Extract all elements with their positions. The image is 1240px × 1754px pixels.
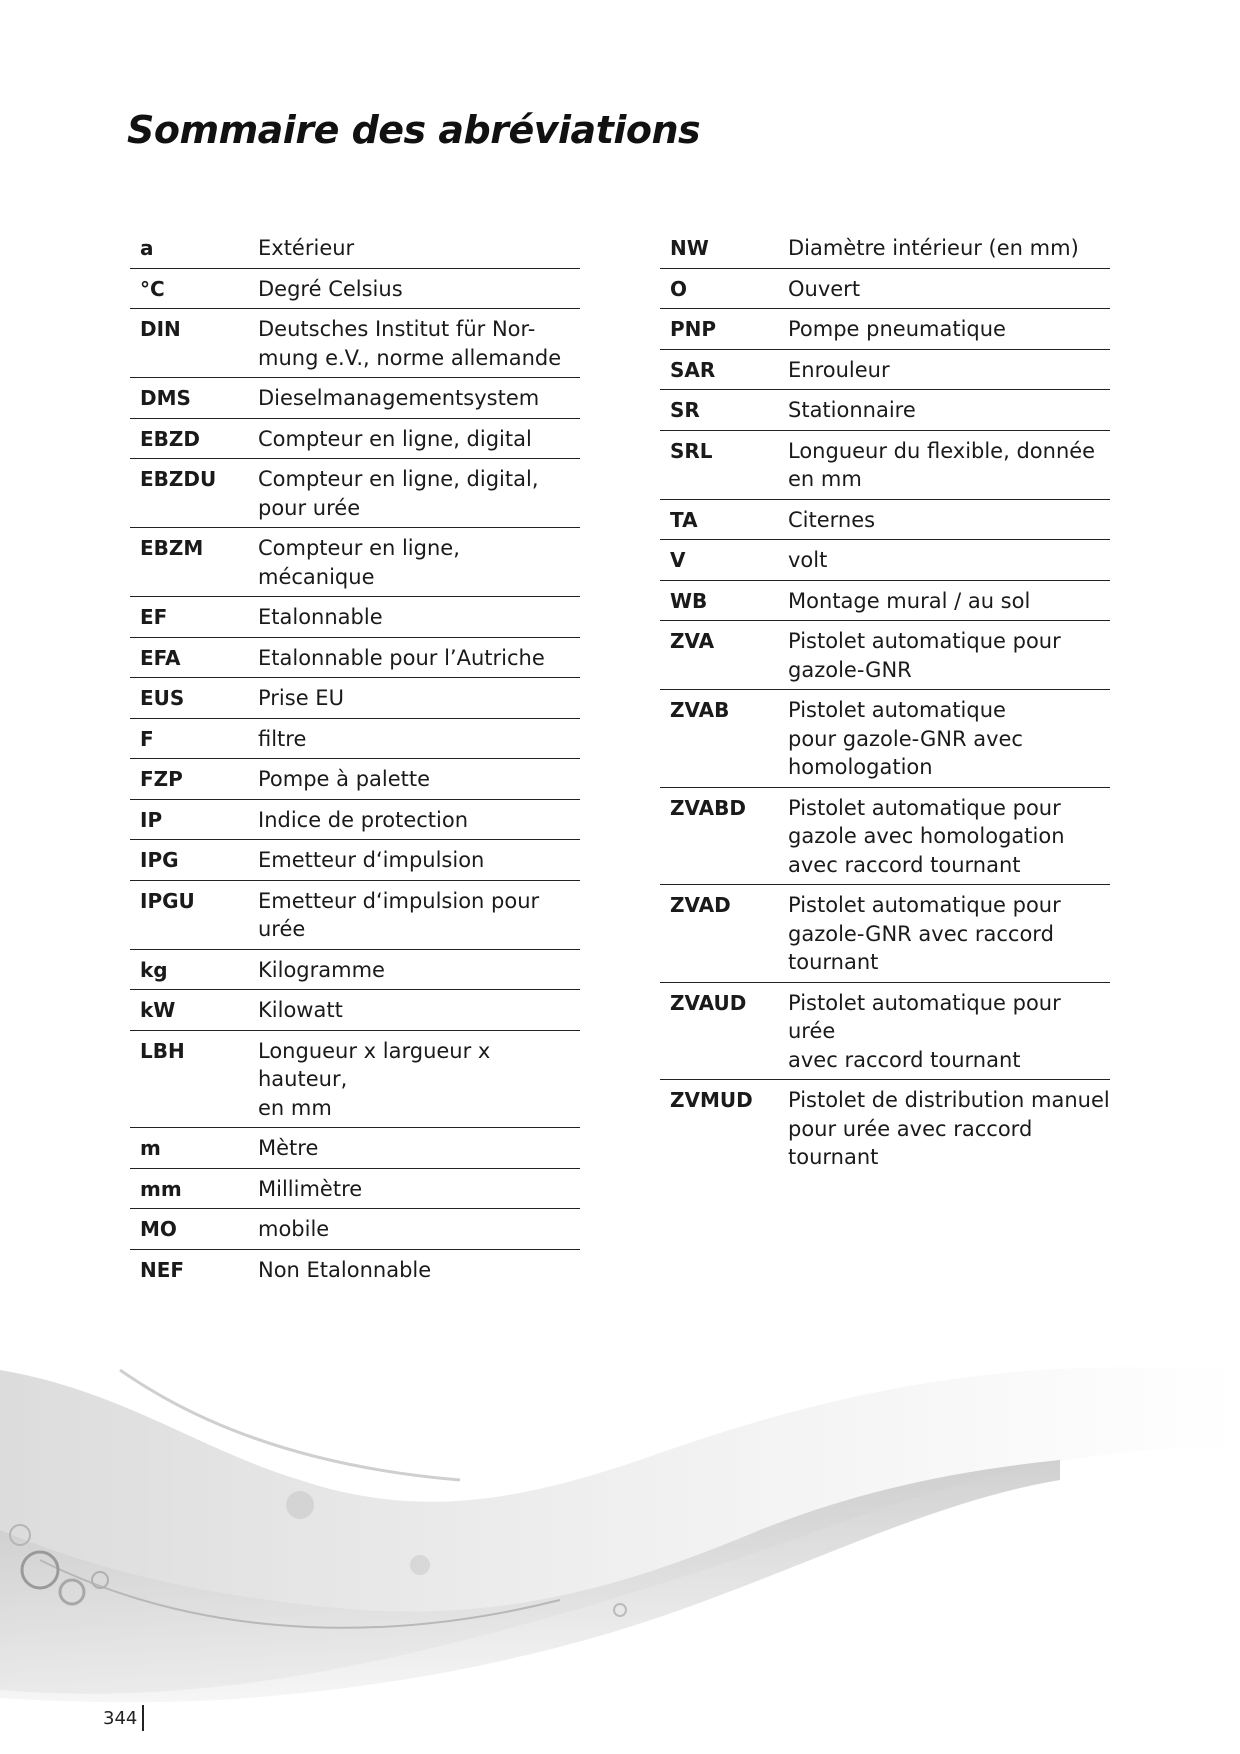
abbreviation-row: [130, 1169, 580, 1210]
water-splash-decoration: [0, 1330, 1240, 1730]
abbreviation-code: IPG: [140, 848, 179, 872]
abbreviation-definition: Deutsches Institut für Nor- mung e.V., norme allemande: [258, 317, 562, 370]
abbreviation-definition: Etalonnable pour l’Autriche: [258, 645, 545, 670]
abbreviation-row: [660, 581, 1110, 622]
abbreviation-definition: Compteur en ligne, mécanique: [258, 536, 460, 589]
abbreviation-code: MO: [140, 1217, 177, 1241]
abbreviation-code: ZVA: [670, 629, 715, 653]
abbreviation-definition: Emetteur d‘impulsion: [258, 848, 485, 872]
abbreviation-code: NW: [670, 236, 709, 260]
abbreviation-code: ZVAUD: [670, 990, 747, 1015]
abbreviation-row: [660, 983, 1110, 1081]
abbreviation-code: PNP: [670, 317, 717, 341]
abbreviation-definition: Compteur en ligne, digital: [258, 426, 532, 451]
abbreviation-definition: mobile: [258, 1217, 330, 1241]
abbreviation-code: SRL: [670, 438, 713, 463]
abbreviation-code: NEF: [140, 1257, 185, 1282]
abbreviation-definition: Longueur x largueur x hauteur, en mm: [258, 1038, 491, 1120]
abbreviation-code: kW: [140, 998, 176, 1022]
abbreviation-row: [660, 269, 1110, 310]
abbreviation-definition: Mètre: [258, 1136, 319, 1160]
abbreviation-row: [660, 690, 1110, 788]
abbreviation-definition: Non Etalonnable: [258, 1257, 432, 1282]
abbreviation-row: [130, 638, 580, 679]
abbreviation-row: [130, 950, 580, 991]
abbreviation-definition: Pistolet automatique pour urée avec raccord tournant: [788, 990, 1061, 1072]
abbreviation-row: [660, 431, 1110, 500]
abbreviation-code: EBZM: [140, 536, 204, 560]
abbreviation-code: SAR: [670, 357, 716, 382]
abbreviation-row: [660, 788, 1110, 886]
abbreviation-code: a: [140, 236, 154, 260]
abbreviation-definition: Emetteur d‘impulsion pour urée: [258, 888, 540, 941]
abbreviation-definition: Degré Celsius: [258, 276, 403, 301]
abbreviation-code: mm: [140, 1176, 182, 1201]
abbreviation-code: F: [140, 726, 154, 751]
abbreviation-definition: Pompe à palette: [258, 767, 431, 791]
abbreviation-code: EBZD: [140, 426, 201, 451]
abbreviation-definition: Etalonnable: [258, 605, 383, 629]
abbreviation-list-left: [130, 228, 580, 1289]
abbreviation-code: DIN: [140, 317, 181, 341]
abbreviation-code: ZVAD: [670, 893, 731, 917]
abbreviation-definition: Prise EU: [258, 686, 344, 710]
abbreviation-code: ZVABD: [670, 795, 746, 820]
abbreviation-code: EFA: [140, 645, 181, 670]
abbreviation-row: [660, 621, 1110, 690]
abbreviation-definition: Longueur du flexible, donnée en mm: [788, 438, 1096, 491]
abbreviation-code: SR: [670, 398, 700, 422]
abbreviation-row: [130, 1031, 580, 1129]
abbreviation-row: [660, 228, 1110, 269]
abbreviation-row: [130, 378, 580, 419]
abbreviation-definition: Ouvert: [788, 276, 861, 301]
abbreviation-definition: volt: [788, 548, 828, 572]
abbreviation-definition: Pistolet automatique pour gazole-GNR: [788, 629, 1061, 682]
abbreviation-definition: Dieselmanagementsystem: [258, 386, 540, 410]
abbreviation-definition: Compteur en ligne, digital, pour urée: [258, 467, 539, 520]
abbreviation-definition: Pistolet automatique pour gazole avec homologation avec raccord tournant: [788, 795, 1065, 877]
abbreviation-code: °C: [140, 276, 165, 301]
abbreviation-row: [660, 540, 1110, 581]
abbreviation-code: EUS: [140, 686, 185, 710]
abbreviation-row: [130, 228, 580, 269]
abbreviation-definition: Diamètre intérieur (en mm): [788, 236, 1079, 260]
page-number-divider: [142, 1705, 144, 1731]
abbreviation-definition: Stationnaire: [788, 398, 916, 422]
abbreviation-row: [130, 309, 580, 378]
abbreviation-definition: Pistolet de distribution manuel pour urée avec raccord tournant: [788, 1088, 1110, 1169]
abbreviation-definition: Pistolet automatique pour gazole-GNR avec homologation: [788, 698, 1023, 779]
abbreviation-code: V: [670, 548, 686, 572]
abbreviation-row: [130, 759, 580, 800]
abbreviation-row: [130, 528, 580, 597]
abbreviation-definition: Montage mural / au sol: [788, 588, 1031, 613]
abbreviation-definition: Millimètre: [258, 1176, 363, 1201]
abbreviation-row: [130, 1209, 580, 1250]
abbreviation-definition: Pistolet automatique pour gazole-GNR avec raccord tournant: [788, 893, 1061, 974]
abbreviation-code: ZVAB: [670, 698, 730, 722]
abbreviation-row: [130, 597, 580, 638]
abbreviation-row: [130, 800, 580, 841]
abbreviation-row: [660, 390, 1110, 431]
abbreviation-row: [130, 419, 580, 460]
abbreviation-row: [130, 719, 580, 760]
abbreviation-definition: Extérieur: [258, 236, 355, 260]
abbreviation-definition: Kilowatt: [258, 998, 343, 1022]
abbreviation-list-right: [660, 228, 1110, 1177]
abbreviation-definition: filtre: [258, 726, 307, 751]
abbreviation-row: [130, 1250, 580, 1290]
abbreviation-row: [130, 678, 580, 719]
abbreviation-code: IP: [140, 807, 163, 832]
abbreviation-row: [130, 881, 580, 950]
abbreviation-code: ZVMUD: [670, 1088, 753, 1112]
abbreviation-code: EBZDU: [140, 467, 217, 491]
abbreviation-code: EF: [140, 605, 168, 629]
abbreviation-row: [130, 269, 580, 310]
abbreviation-definition: Kilogramme: [258, 957, 385, 982]
abbreviation-code: TA: [670, 507, 698, 532]
abbreviation-code: IPGU: [140, 888, 195, 913]
abbreviation-code: m: [140, 1136, 161, 1160]
abbreviation-code: WB: [670, 588, 708, 613]
abbreviation-row: [660, 1080, 1110, 1177]
abbreviation-code: kg: [140, 957, 168, 982]
abbreviation-definition: Citernes: [788, 507, 876, 532]
abbreviation-definition: Pompe pneumatique: [788, 317, 1006, 341]
abbreviation-row: [130, 990, 580, 1031]
page-title: Sommaire des abréviations: [127, 108, 701, 152]
page-number: 344: [103, 1708, 138, 1729]
abbreviation-row: [660, 885, 1110, 983]
abbreviation-code: DMS: [140, 386, 191, 410]
abbreviation-row: [660, 500, 1110, 541]
abbreviation-definition: Indice de protection: [258, 807, 469, 832]
abbreviation-row: [660, 309, 1110, 350]
abbreviation-row: [130, 840, 580, 881]
abbreviation-row: [660, 350, 1110, 391]
abbreviation-code: LBH: [140, 1038, 185, 1063]
abbreviation-row: [130, 1128, 580, 1169]
abbreviation-code: O: [670, 276, 688, 301]
abbreviation-definition: Enrouleur: [788, 357, 890, 382]
abbreviation-code: FZP: [140, 767, 183, 791]
abbreviation-row: [130, 459, 580, 528]
